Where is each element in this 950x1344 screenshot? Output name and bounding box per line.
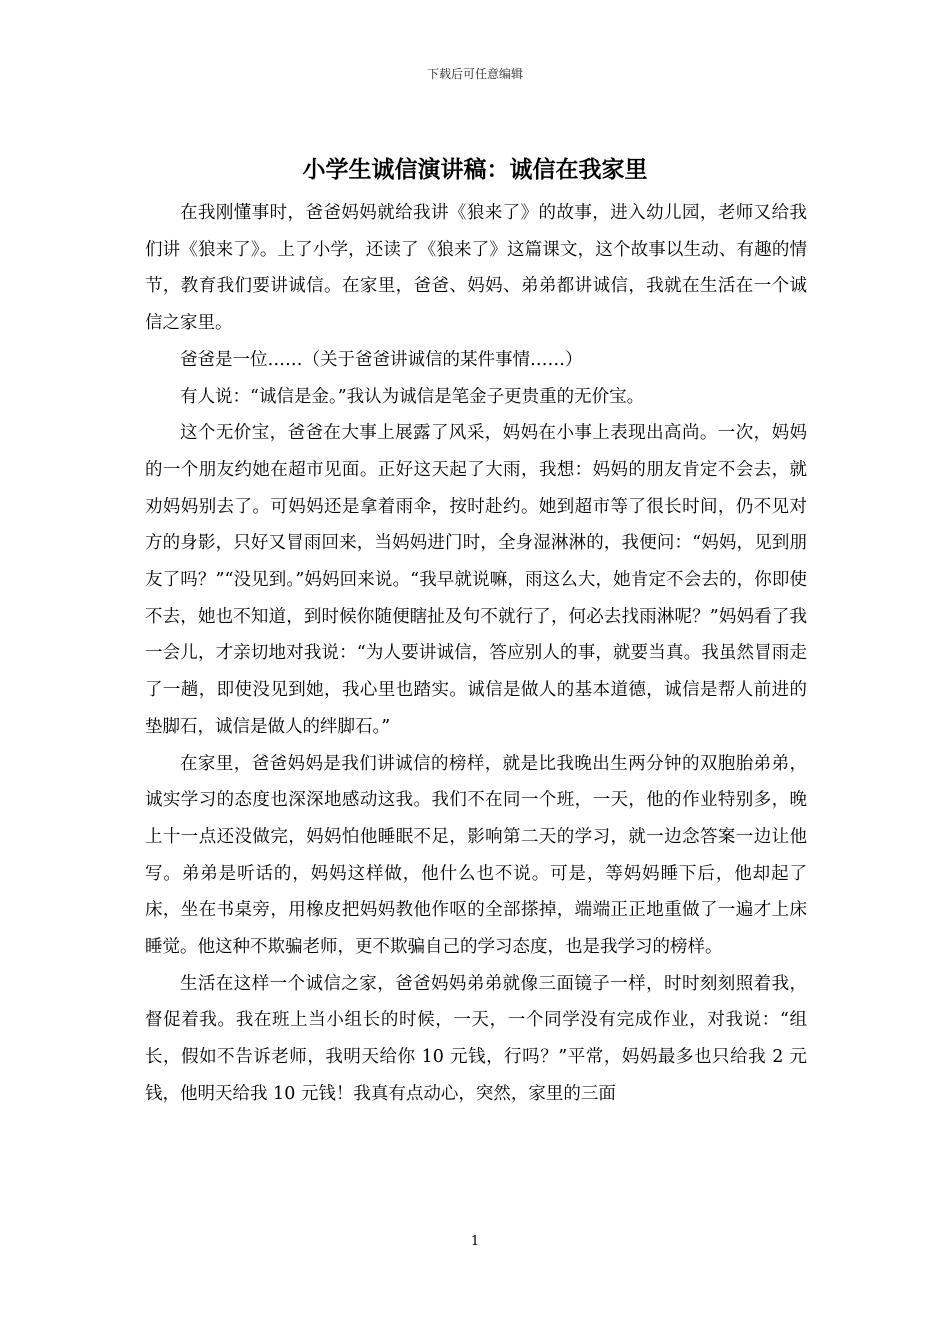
document-body: [145, 195, 807, 1113]
body-paragraph: 爸爸是一位……（关于爸爸讲诚信的某件事情……）: [180, 349, 583, 370]
body-paragraph: 有人说：“诚信是金。”我认为诚信是笔金子更贵重的无价宝。: [180, 386, 645, 407]
body-paragraph: 在我刚懂事时，爸爸妈妈就给我讲《狼来了》的故事，进入幼儿园，老师又给我们讲《狼来了》。上了小学，还读了《狼来了》这篇课文，这个故事以生动、有趣的情节，教育我们要讲诚信。在家里，爸爸、妈妈、弟弟都讲诚信，我就在生活在一个诚信之家里。: [145, 203, 807, 334]
body-paragraph: 这个无价宝，爸爸在大事上展露了风采，妈妈在小事上表现出高尚。一次，妈妈的一个朋友约她在超市见面。正好这天起了大雨，我想：妈妈的朋友肯定不会去，就劝妈妈别去了。可妈妈还是拿着雨伞，按时赴约。她到超市等了很长时间，仍不见对方的身影，只好又冒雨回来，当妈妈进门时，全身湿淋淋的，我便问：“妈妈，见到朋友了吗？”“没见到。”妈妈回来说。“我早就说嘛，雨这么大，她肯定不会去的，你即使不去，她也不知道，到时候你随便瞎扯及句不就行了，何必去找雨淋呢？”妈妈看了我一会儿，才亲切地对我说：“为人要讲诚信，答应别人的事，就要当真。我虽然冒雨走了一趟，即使没见到她，我心里也踏实。诚信是做人的基本道德，诚信是帮人前进的垫脚石，诚信是做人的绊脚石。”: [145, 423, 807, 737]
page-header-note: 下载后可任意编辑: [426, 67, 523, 81]
page-number: 1: [470, 1234, 480, 1249]
document-title: 小学生诚信演讲稿：诚信在我家里: [302, 156, 648, 183]
body-paragraph: 生活在这样一个诚信之家，爸爸妈妈弟弟就像三面镜子一样，时时刻刻照着我，督促着我。我在班上当小组长的时候，一天，一个同学没有完成作业，对我说：“组长，假如不告诉老师，我明天给你 10 元钱，行吗？”平常，妈妈最多也只给我 2 元钱，他明天给我 10 元钱！我真有点动心，突然，家里的三面: [145, 973, 807, 1104]
body-paragraph: 在家里，爸爸妈妈是我们讲诚信的榜样，就是比我晚出生两分钟的双胞胎弟弟，诚实学习的态度也深深地感动这我。我们不在同一个班，一天，他的作业特别多，晚上十一点还没做完，妈妈怕他睡眠不足，影响第二天的学习，就一边念答案一边让他写。弟弟是听话的，妈妈这样做，他什么也不说。可是，等妈妈睡下后，他却起了床，坐在书桌旁，用橡皮把妈妈教他作呕的全部搽掉，端端正正地重做了一遍才上床睡觉。他这种不欺骗老师，更不欺骗自己的学习态度，也是我学习的榜样。: [145, 753, 807, 958]
